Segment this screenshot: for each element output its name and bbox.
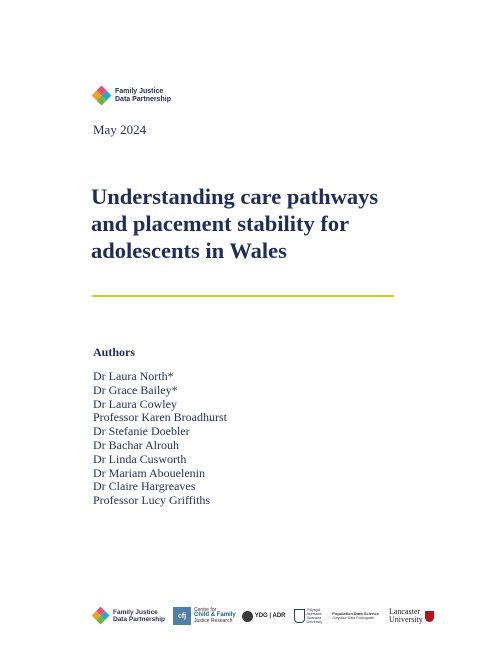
swansea-university-logo (294, 608, 323, 625)
fjdp-footer-line2: Data Partnership (113, 616, 166, 623)
fjdp-diamond-icon (93, 87, 111, 105)
swansea-line1: Prifysgol (306, 607, 321, 612)
author-item: Dr Grace Bailey* (93, 382, 178, 397)
author-item: Dr Stefanie Doebler (93, 424, 190, 439)
swansea-crest-icon (294, 609, 305, 623)
title-line-1: Understanding care pathways (91, 184, 379, 209)
adr-wales-logo (242, 611, 286, 622)
author-item: Dr Bachar Alrouh (93, 437, 179, 452)
population-data-science-logo (332, 612, 379, 621)
adr-text: YDG | ADR (254, 613, 286, 619)
cfj-line1: Centre for (194, 606, 217, 613)
author-item: Dr Mariam Abouelenin (93, 465, 205, 480)
adr-circle-icon (242, 611, 253, 622)
lancaster-line1: Lancaster (388, 607, 421, 616)
authors-heading: Authors (93, 345, 136, 359)
cfj-logo (173, 607, 236, 625)
author-item: Professor Lucy Griffiths (93, 493, 211, 508)
cfj-box-icon: cfj (173, 607, 191, 625)
cfj-line2: Child & Family (194, 612, 236, 619)
cfj-line3: Justice Research (194, 617, 233, 624)
fjdp-logo-line2: Data Partnership (115, 96, 172, 103)
author-item: Dr Laura North* (93, 369, 174, 383)
swansea-line4: University (306, 620, 323, 625)
report-title (91, 183, 421, 264)
lancaster-university-logo (389, 608, 434, 624)
author-item: Dr Linda Cusworth (93, 451, 187, 466)
authors-list (93, 370, 227, 508)
sail-line2: Gwyddor Data Poblogaeth (332, 616, 375, 620)
lancaster-line2: University (388, 615, 423, 624)
fjdp-logo-line1: Family Justice (115, 88, 164, 95)
title-line-2: and placement stability for (91, 211, 350, 236)
fjdp-logo-header (93, 87, 171, 105)
title-line-3: adolescents in Wales (91, 238, 287, 263)
swansea-line2: Abertawe (306, 611, 322, 616)
partner-logos-footer (92, 600, 452, 632)
fjdp-footer-line1: Family Justice (113, 608, 158, 616)
author-item: Dr Laura Cowley (93, 396, 177, 411)
author-item: Professor Karen Broadhurst (93, 410, 227, 425)
fjdp-logo-text (115, 88, 171, 104)
lancaster-shield-icon (425, 611, 434, 622)
author-item: Dr Claire Hargreaves (93, 479, 196, 494)
sail-line1: Population Data Science (332, 610, 379, 616)
fjdp-logo-footer (92, 607, 165, 625)
title-divider (92, 295, 394, 297)
publication-date: May 2024 (93, 122, 147, 137)
swansea-line3: Swansea (306, 616, 322, 620)
fjdp-diamond-icon (93, 608, 109, 624)
